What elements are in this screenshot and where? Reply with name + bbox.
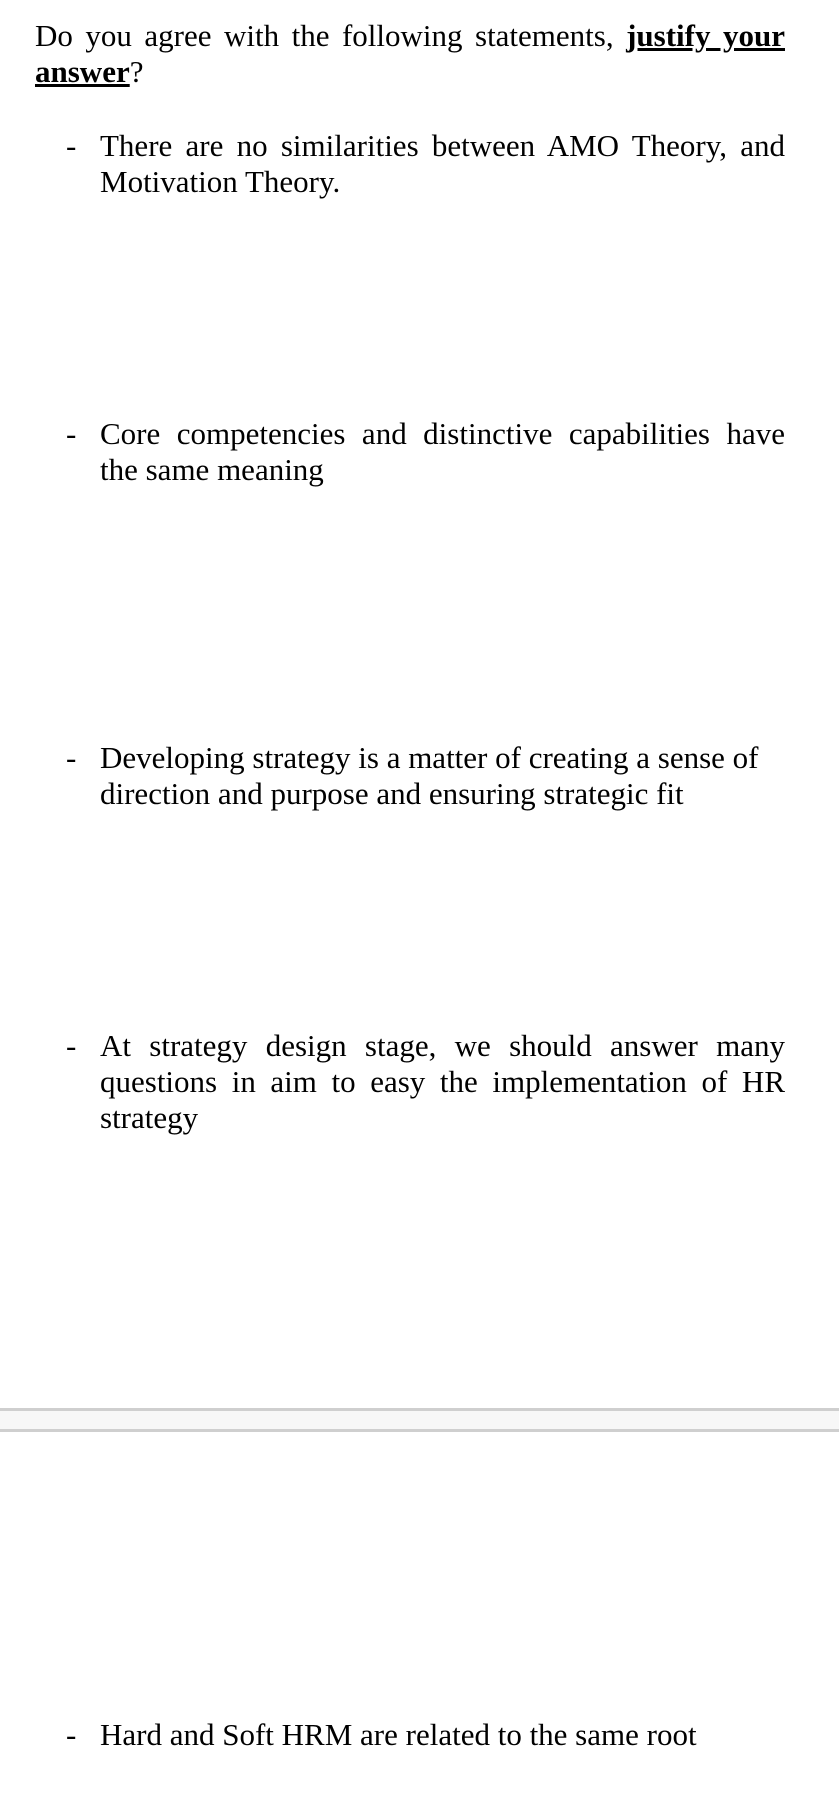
statement-text: At strategy design stage, we should answer many questions in aim to easy the implementation of HR strategy [100,1028,785,1135]
statement-text: Developing strategy is a matter of creating a sense of direction and purpose and ensuring strategic fit [100,740,759,811]
page-break [0,1408,839,1432]
question-suffix: ? [129,54,144,89]
bullet-dash: - [66,128,77,163]
document-page-2 [0,1432,839,1796]
question-prefix: Do you agree with the following statements, [35,18,627,53]
statement-text: Core competencies and distinctive capabilities have the same meaning [100,416,785,487]
statement-text: There are no similarities between AMO Theory, and Motivation Theory. [100,128,785,199]
bullet-dash: - [66,416,77,451]
bullet-dash: - [66,740,77,775]
question-prompt [35,18,785,90]
question-emphasis: justify your answer [35,18,785,89]
statement-text: Hard and Soft HRM are related to the same root [100,1717,697,1752]
bullet-dash: - [66,1028,77,1063]
bullet-dash: - [66,1717,77,1752]
